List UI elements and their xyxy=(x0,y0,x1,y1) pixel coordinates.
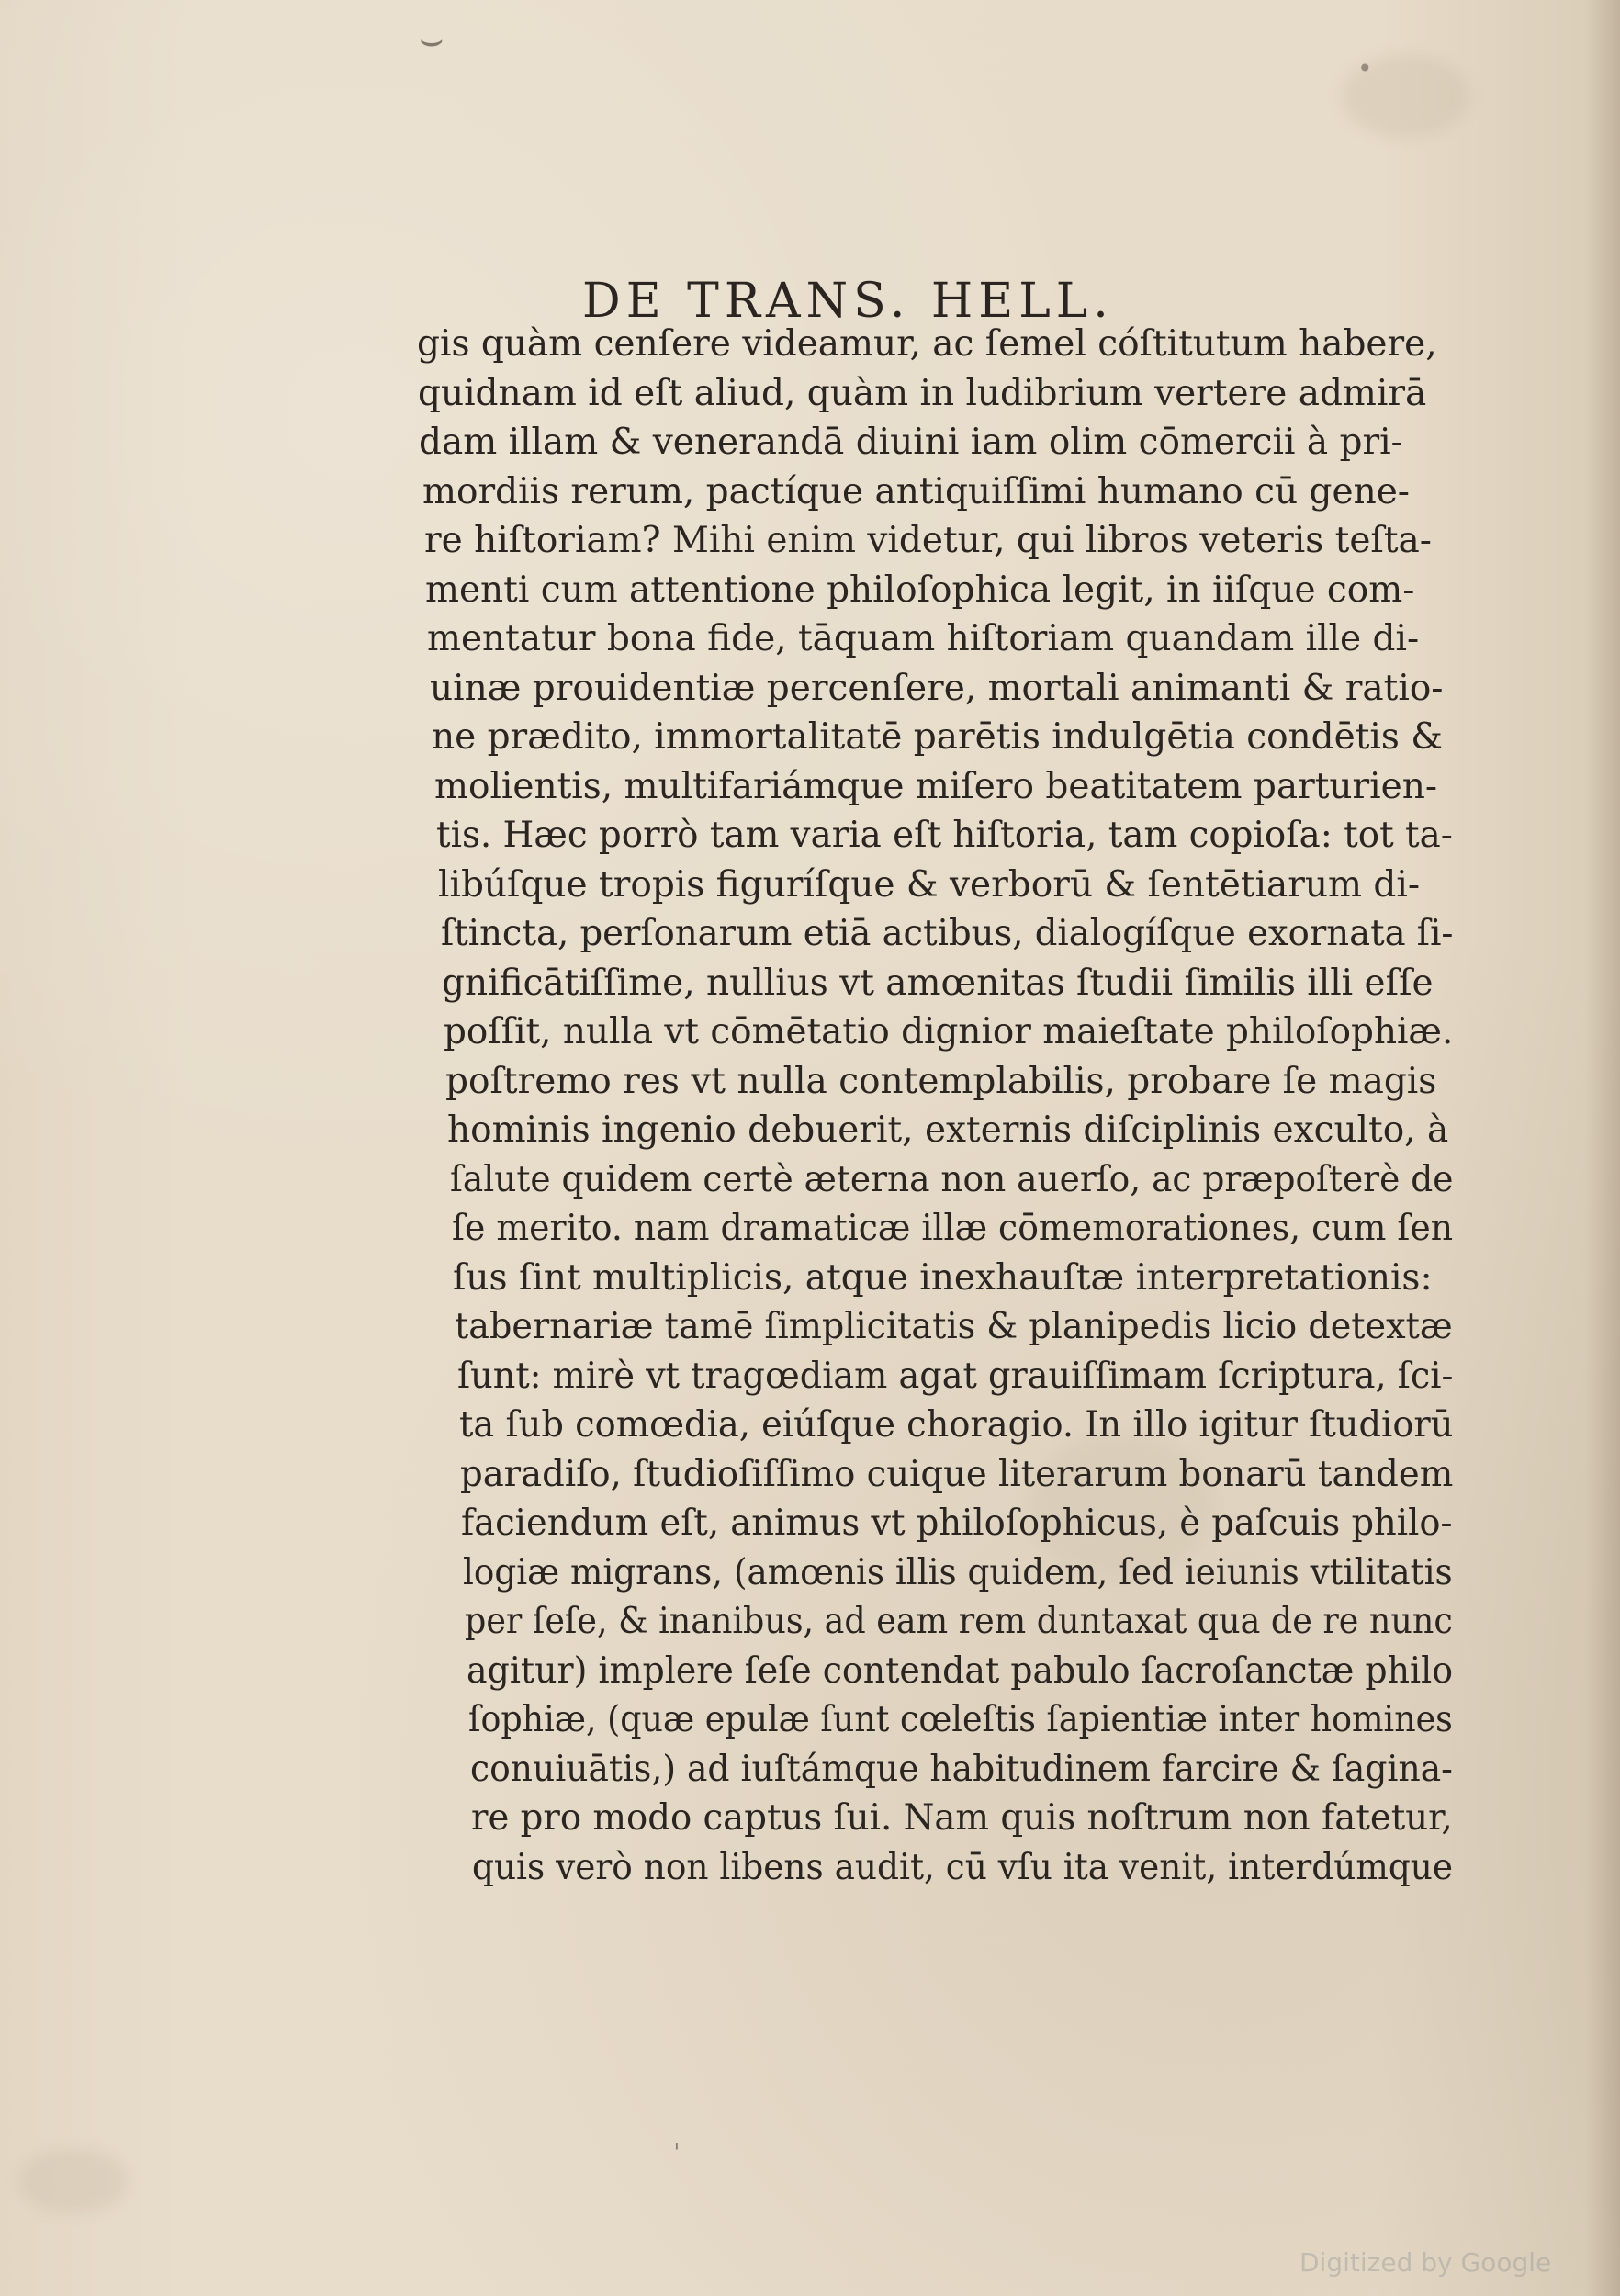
text-line: re pro modo captus ſui. Nam quis noſtrum non fatetur, xyxy=(471,1797,1453,1839)
text-line: ſus ſint multiplicis, atque inexhauſtæ interpretationis: xyxy=(453,1256,1433,1299)
text-line: ta ſub comœdia, eiúſque choragio. In illo igitur ſtudiorū xyxy=(459,1404,1454,1446)
ink-mark-icon: ⌣ xyxy=(419,17,444,62)
text-line: mordiis rerum, pactíque antiquiſſimi humano cū gene- xyxy=(422,470,1410,512)
text-line: tabernariæ tamē ſimplicitatis & planipedis licio detextæ xyxy=(455,1306,1453,1347)
text-line: menti cum attentione philoſophica legit, in iiſque com- xyxy=(425,568,1415,611)
text-line: ſe merito. nam dramaticæ illæ cōmemorationes, cum ſen xyxy=(452,1208,1454,1249)
page-header: DE TRANS. HELL. xyxy=(582,274,1114,329)
text-line: gnificātiſſime, nullius vt amœnitas ſtudii ſimilis illi eſſe xyxy=(442,962,1434,1004)
text-line: faciendum eſt, animus vt philoſophicus, è paſcuis philo- xyxy=(461,1503,1453,1544)
text-line: ſunt: mirè vt tragœdiam agat grauiſſimam ſcriptura, ſci- xyxy=(457,1355,1454,1397)
text-line: agitur) implere ſeſe contendat pabulo ſacroſanctæ philo xyxy=(467,1649,1454,1692)
text-line: ne prædito, immortalitatē parētis indulgētia condētis & xyxy=(432,716,1443,758)
text-line: dam illam & venerandā diuini iam olim cōmercii à pri- xyxy=(419,422,1403,463)
text-line: per ſeſe, & inanibus, ad eam rem duntaxat qua de re nunc xyxy=(465,1601,1453,1642)
text-line: re hiſtoriam? Mihi enim videtur, qui libros veteris teſta- xyxy=(424,520,1432,561)
text-line: poſtremo res vt nulla contemplabilis, probare ſe magis xyxy=(445,1060,1437,1102)
paper-stain xyxy=(18,2149,129,2213)
text-line: gis quàm cenſere videamur, ac ſemel cóſtitutum habere, xyxy=(417,323,1437,365)
text-line: paradiſo, ſtudioſiſſimo cuique literarum bonarū tandem xyxy=(460,1453,1454,1495)
text-line: libúſque tropis figuríſque & verborū & ſentētiarum di- xyxy=(438,863,1420,906)
text-line: ſalute quidem certè æterna non auerſo, ac præpoſterè de xyxy=(450,1158,1454,1200)
text-line: uinæ prouidentiæ percenſere, mortali animanti & ratio- xyxy=(430,667,1444,709)
page-edge-shadow xyxy=(1585,0,1620,2296)
text-line: quis verò non libens audit, cū vſu ita venit, interdúmque xyxy=(472,1846,1454,1888)
text-line: logiæ migrans, (amœnis illis quidem, ſed ieiunis vtilitatis xyxy=(463,1551,1453,1593)
text-line: molientis, multifariámque miſero beatitatem parturien- xyxy=(434,765,1437,807)
text-line: poſſit, nulla vt cōmētatio dignior maieſtate philoſophiæ. xyxy=(444,1011,1454,1052)
ink-dot-icon: • xyxy=(1357,53,1373,84)
text-line: ſophiæ, (quæ epulæ ſunt cœleſtis ſapientiæ inter homines xyxy=(468,1699,1453,1740)
digitization-watermark: Digitized by Google xyxy=(1299,2247,1552,2278)
text-line: mentatur bona fide, tāquam hiſtoriam quandam ille di- xyxy=(427,618,1420,659)
text-line: ſtincta, perſonarum etiā actibus, dialogíſque exornata ſi- xyxy=(441,913,1454,954)
ink-speck-icon: ˈ xyxy=(673,2138,681,2168)
main-text xyxy=(415,320,1453,1892)
text-line: conuiuātis,) ad iuſtámque habitudinem farcire & ſagina- xyxy=(470,1748,1453,1790)
text-line: quidnam id eſt aliud, quàm in ludibrium vertere admirā xyxy=(418,372,1427,414)
text-line: hominis ingenio debuerit, externis diſciplinis exculto, à xyxy=(447,1109,1449,1151)
text-line: tis. Hæc porrò tam varia eſt hiſtoria, tam copioſa: tot ta- xyxy=(436,815,1453,856)
